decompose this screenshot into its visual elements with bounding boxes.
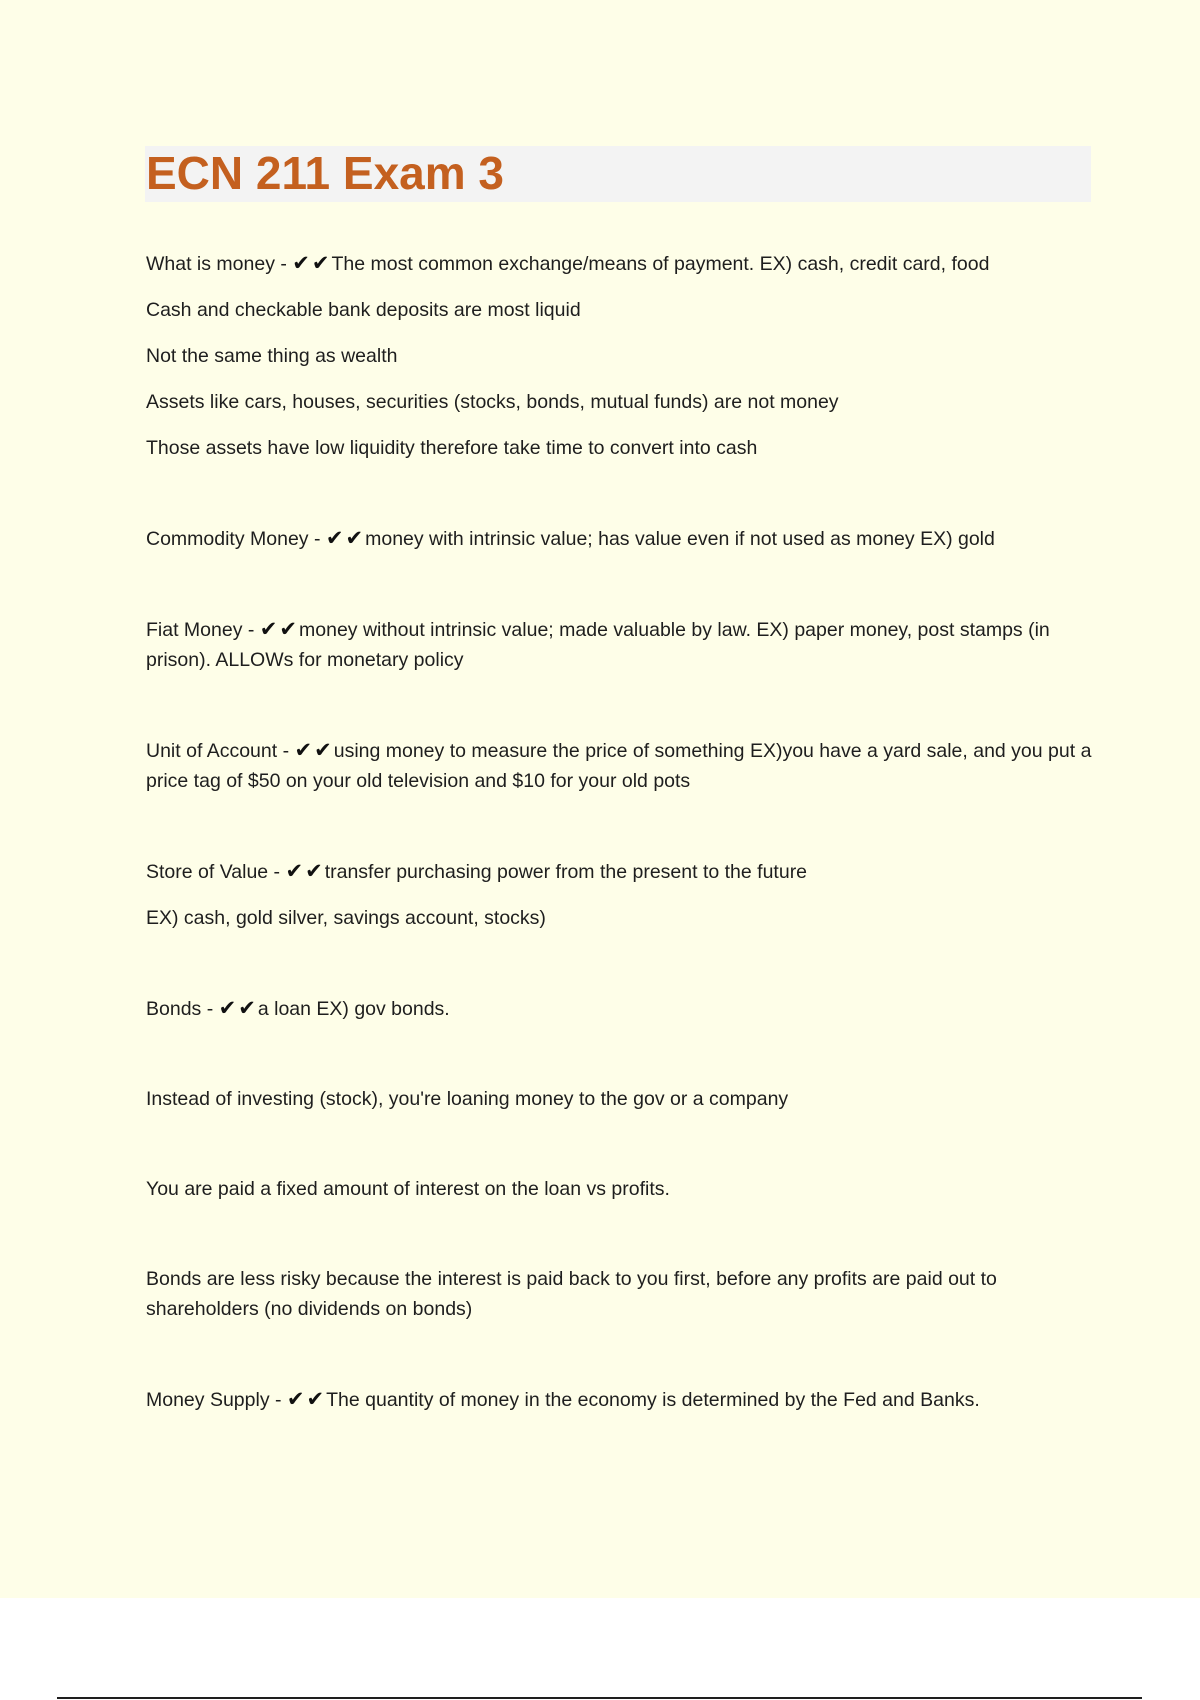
entry-definition: transfer purchasing power from the present to the future — [324, 861, 808, 883]
entry-definition: money without intrinsic value; made valuable by law. EX) paper money, post stamps (in prison). ALLOWs for monetary policy — [146, 619, 1050, 671]
check-icon: ✔ — [345, 526, 364, 550]
check-icon: ✔ — [285, 859, 304, 883]
check-icon: ✔ — [279, 617, 298, 641]
entry-note: Instead of investing (stock), you're loaning money to the gov or a company — [146, 1088, 789, 1110]
entry-note: You are paid a fixed amount of interest on the loan vs profits. — [146, 1178, 670, 1200]
check-icon: ✔ — [294, 738, 313, 762]
entry-definition: using money to measure the price of something EX)you have a yard sale, and you put a price tag of $50 on your old television and $10 for your old pots — [146, 740, 1092, 792]
entry-fiat-money — [146, 614, 1096, 675]
entry-note: Assets like cars, houses, securities (stocks, bonds, mutual funds) are not money — [146, 391, 839, 413]
check-icon: ✔ — [311, 251, 330, 275]
check-icon: ✔ — [325, 526, 344, 550]
check-icon: ✔ — [238, 996, 256, 1020]
entry-term: Unit of Account - — [146, 740, 295, 762]
entry-definition: The quantity of money in the economy is determined by the Fed and Banks. — [326, 1389, 980, 1411]
entry-term: Commodity Money - — [146, 528, 326, 550]
entry-definition: a loan EX) gov bonds. — [257, 998, 450, 1020]
entry-note: Cash and checkable bank deposits are most liquid — [146, 299, 581, 321]
entry-note: EX) cash, gold silver, savings account, stocks) — [146, 907, 546, 929]
entry-note: Bonds are less risky because the interest is paid back to you first, before any profits are paid out to shareholders (no dividends on bonds) — [146, 1268, 997, 1320]
page-divider — [57, 1697, 1142, 1699]
entry-definition: The most common exchange/means of payment. EX) cash, credit card, food — [331, 253, 990, 275]
entry-what-is-money — [146, 248, 1096, 279]
entry-term: Store of Value - — [146, 861, 286, 883]
check-icon: ✔ — [306, 1387, 325, 1411]
document-content — [146, 248, 1096, 1415]
entry-store-of-value — [146, 856, 1096, 887]
check-icon: ✔ — [286, 1387, 305, 1411]
entry-definition: money with intrinsic value; has value even if not used as money EX) gold — [365, 528, 995, 550]
entry-term: Fiat Money - — [146, 619, 260, 641]
entry-term: What is money - — [146, 253, 293, 275]
entry-commodity-money — [146, 523, 1096, 554]
entry-bonds — [146, 993, 1096, 1024]
check-icon: ✔ — [305, 859, 323, 883]
check-icon: ✔ — [314, 738, 332, 762]
entry-money-supply — [146, 1384, 1096, 1415]
entry-note: Those assets have low liquidity therefore take time to convert into cash — [146, 437, 758, 459]
entry-unit-of-account — [146, 735, 1096, 796]
check-icon: ✔ — [259, 617, 278, 641]
entry-note: Not the same thing as wealth — [146, 345, 398, 367]
entry-term: Bonds - — [146, 998, 219, 1020]
check-icon: ✔ — [292, 251, 310, 275]
entry-term: Money Supply - — [146, 1389, 287, 1411]
check-icon: ✔ — [218, 996, 237, 1020]
document-title: ECN 211 Exam 3 — [146, 147, 505, 199]
